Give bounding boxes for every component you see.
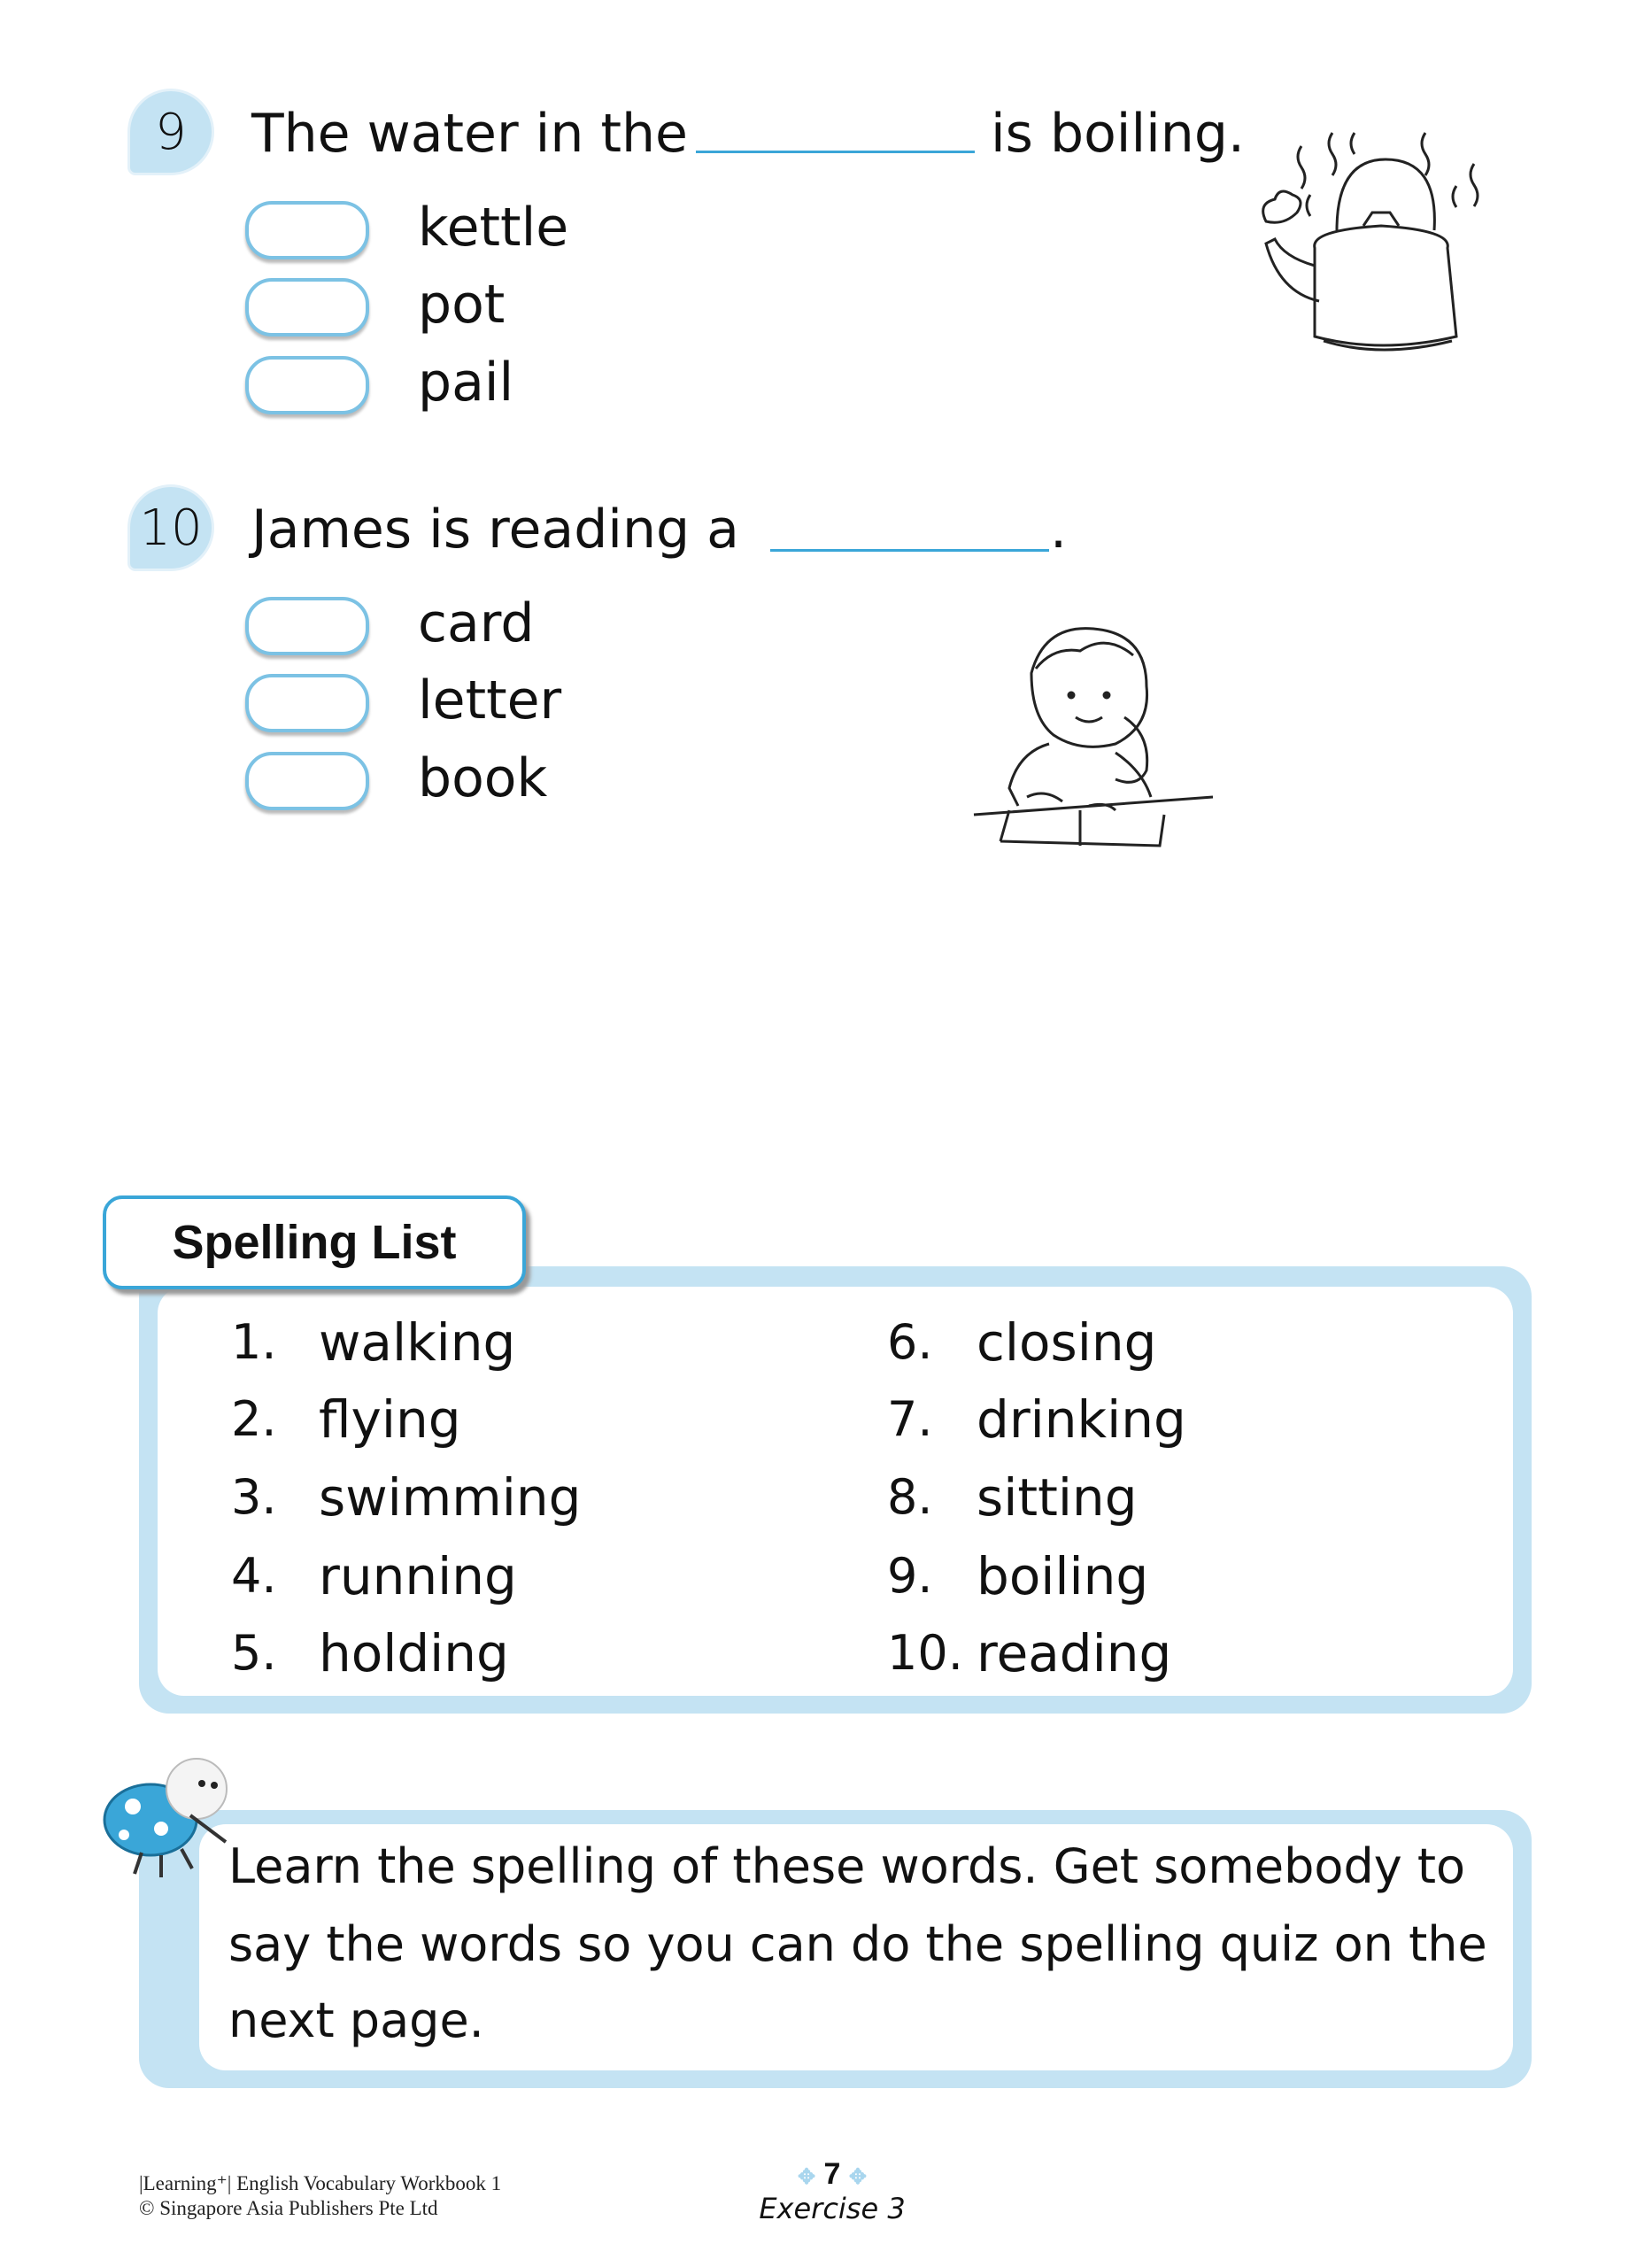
option-label: pail — [418, 352, 514, 414]
boy-reading-icon — [947, 620, 1231, 859]
exercise-label: Exercise 3 — [759, 2192, 906, 2225]
kettle-icon — [1248, 124, 1505, 372]
spelling-number: 10. — [887, 1625, 963, 1681]
footer-book-title: |Learning⁺| English Vocabulary Workbook 1 — [139, 2172, 502, 2194]
spelling-word: flying — [319, 1389, 461, 1450]
option-label: card — [418, 592, 535, 654]
spelling-word: drinking — [977, 1389, 1186, 1450]
option-label: kettle — [418, 197, 569, 259]
spelling-word: boiling — [977, 1546, 1149, 1606]
page-number: 7 — [823, 2157, 841, 2191]
spelling-word: reading — [977, 1623, 1172, 1683]
option-checkbox[interactable] — [245, 674, 369, 732]
diamond-ornament-icon: ✥ — [848, 2165, 868, 2189]
page-number-wrap — [788, 2156, 876, 2195]
question-number-badge — [130, 91, 212, 173]
spelling-number: 9. — [887, 1548, 933, 1604]
option-checkbox[interactable] — [245, 597, 369, 655]
spelling-word: holding — [319, 1623, 509, 1683]
question-number: 9 — [155, 103, 187, 161]
spelling-number: 7. — [887, 1391, 933, 1447]
spelling-word: closing — [977, 1312, 1157, 1373]
spelling-number: 5. — [231, 1625, 277, 1681]
question-text-end: is boiling. — [991, 103, 1245, 165]
question-number: 10 — [139, 499, 203, 557]
answer-blank — [696, 151, 975, 153]
answer-blank — [770, 549, 1049, 552]
spelling-number: 8. — [887, 1469, 933, 1525]
option-checkbox[interactable] — [245, 356, 369, 414]
spelling-number: 4. — [231, 1548, 277, 1604]
spelling-word: running — [319, 1546, 517, 1606]
question-text: James is reading a — [251, 499, 739, 561]
note-line: say the words so you can do the spelling quiz on the — [228, 1916, 1487, 1972]
option-label: book — [418, 747, 548, 809]
diamond-ornament-icon: ✥ — [797, 2165, 816, 2189]
spelling-number: 2. — [231, 1391, 277, 1447]
footer-copyright: © Singapore Asia Publishers Pte Ltd — [139, 2197, 438, 2219]
spelling-word: sitting — [977, 1467, 1138, 1528]
question-text: The water in the — [251, 103, 688, 165]
spelling-number: 6. — [887, 1314, 933, 1370]
question-number-badge — [130, 487, 212, 569]
spelling-list-title: Spelling List — [103, 1195, 526, 1289]
option-checkbox[interactable] — [245, 752, 369, 810]
option-checkbox[interactable] — [245, 201, 369, 259]
note-line: Learn the spelling of these words. Get somebody to — [228, 1838, 1466, 1894]
option-checkbox[interactable] — [245, 278, 369, 337]
spelling-number: 3. — [231, 1469, 277, 1525]
note-line: next page. — [228, 1992, 484, 2048]
option-label: pot — [418, 274, 506, 336]
spelling-number: 1. — [231, 1314, 277, 1370]
question-text-end: . — [1050, 499, 1068, 561]
option-label: letter — [418, 669, 562, 731]
ladybug-mascot-icon — [97, 1753, 239, 1882]
spelling-word: swimming — [319, 1467, 582, 1528]
spelling-word: walking — [319, 1312, 516, 1373]
